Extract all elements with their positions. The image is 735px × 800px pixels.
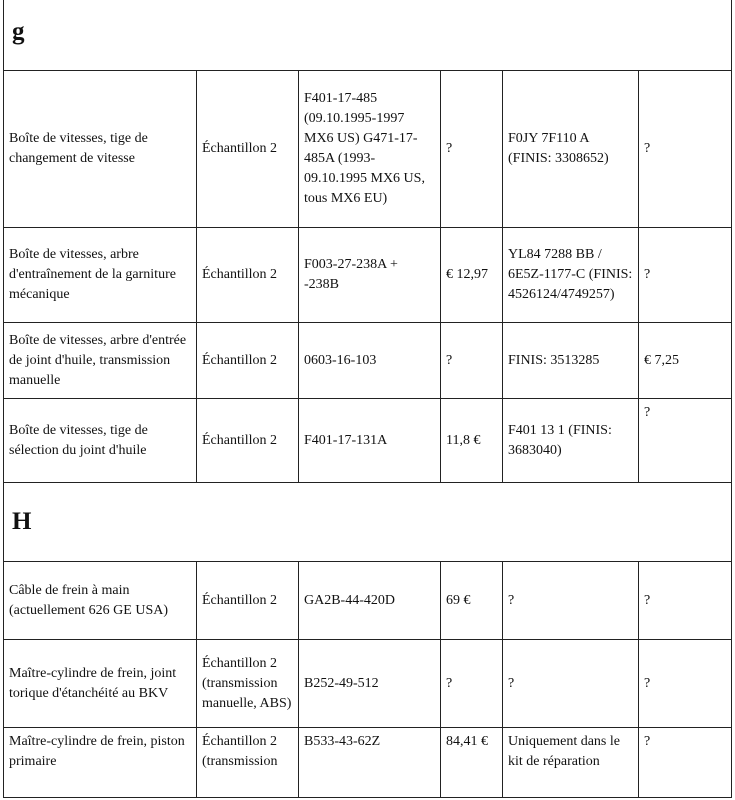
oem-cell: Uniquement dans le kit de réparation xyxy=(503,728,639,798)
table-row xyxy=(4,728,732,798)
sample-cell: Échantillon 2 (transmission manuelle, ABS) xyxy=(197,640,299,728)
part-cell: Boîte de vitesses, tige de changement de vitesse xyxy=(4,71,197,228)
oem-cell: FINIS: 3513285 xyxy=(503,323,639,399)
alt-price-cell: € 7,25 xyxy=(639,323,732,399)
table-row xyxy=(4,323,732,399)
reference-cell: B252-49-512 xyxy=(299,640,441,728)
reference-cell: F401-17-131A xyxy=(299,399,441,483)
price-cell: ? xyxy=(441,71,503,228)
table-row xyxy=(4,640,732,728)
alt-price-cell: ? xyxy=(639,562,732,640)
part-cell: Boîte de vitesses, arbre d'entrée de joint d'huile, transmission manuelle xyxy=(4,323,197,399)
oem-cell: YL84 7288 BB / 6E5Z-1177-C (FINIS: 4526124/4749257) xyxy=(503,228,639,323)
price-cell: ? xyxy=(441,640,503,728)
alt-price-cell: ? xyxy=(639,71,732,228)
parts-table xyxy=(3,0,732,798)
price-cell: 11,8 € xyxy=(441,399,503,483)
section-header-g xyxy=(4,0,732,71)
price-cell: 69 € xyxy=(441,562,503,640)
alt-price-cell: ? xyxy=(639,228,732,323)
reference-cell: B533-43-62Z xyxy=(299,728,441,798)
part-cell: Boîte de vitesses, tige de sélection du joint d'huile xyxy=(4,399,197,483)
sample-cell: Échantillon 2 xyxy=(197,323,299,399)
alt-price-cell: ? xyxy=(639,640,732,728)
sample-cell: Échantillon 2 xyxy=(197,228,299,323)
price-cell: 84,41 € xyxy=(441,728,503,798)
section-letter: g xyxy=(4,0,732,71)
oem-cell: F401 13 1 (FINIS: 3683040) xyxy=(503,399,639,483)
table-row xyxy=(4,71,732,228)
table-row xyxy=(4,399,732,483)
part-cell: Maître-cylindre de frein, piston primaire xyxy=(4,728,197,798)
sample-cell: Échantillon 2 xyxy=(197,562,299,640)
table-row xyxy=(4,562,732,640)
part-cell: Maître-cylindre de frein, joint torique d'étanchéité au BKV xyxy=(4,640,197,728)
part-cell: Boîte de vitesses, arbre d'entraînement de la garniture mécanique xyxy=(4,228,197,323)
section-header-h xyxy=(4,483,732,562)
reference-cell: F003-27-238A + -238B xyxy=(299,228,441,323)
oem-cell: ? xyxy=(503,640,639,728)
oem-cell: ? xyxy=(503,562,639,640)
section-letter: H xyxy=(4,483,732,562)
oem-cell: F0JY 7F110 A (FINIS: 3308652) xyxy=(503,71,639,228)
reference-cell: 0603-16-103 xyxy=(299,323,441,399)
sample-cell: Échantillon 2 (transmission xyxy=(197,728,299,798)
sample-cell: Échantillon 2 xyxy=(197,71,299,228)
alt-price-cell: ? xyxy=(639,399,732,483)
sample-cell: Échantillon 2 xyxy=(197,399,299,483)
price-cell: € 12,97 xyxy=(441,228,503,323)
reference-cell: GA2B-44-420D xyxy=(299,562,441,640)
reference-cell: F401-17-485 (09.10.1995-1997 MX6 US) G471-17-485A (1993-09.10.1995 MX6 US, tous MX6 EU) xyxy=(299,71,441,228)
price-cell: ? xyxy=(441,323,503,399)
table-row xyxy=(4,228,732,323)
part-cell: Câble de frein à main (actuellement 626 GE USA) xyxy=(4,562,197,640)
alt-price-cell: ? xyxy=(639,728,732,798)
